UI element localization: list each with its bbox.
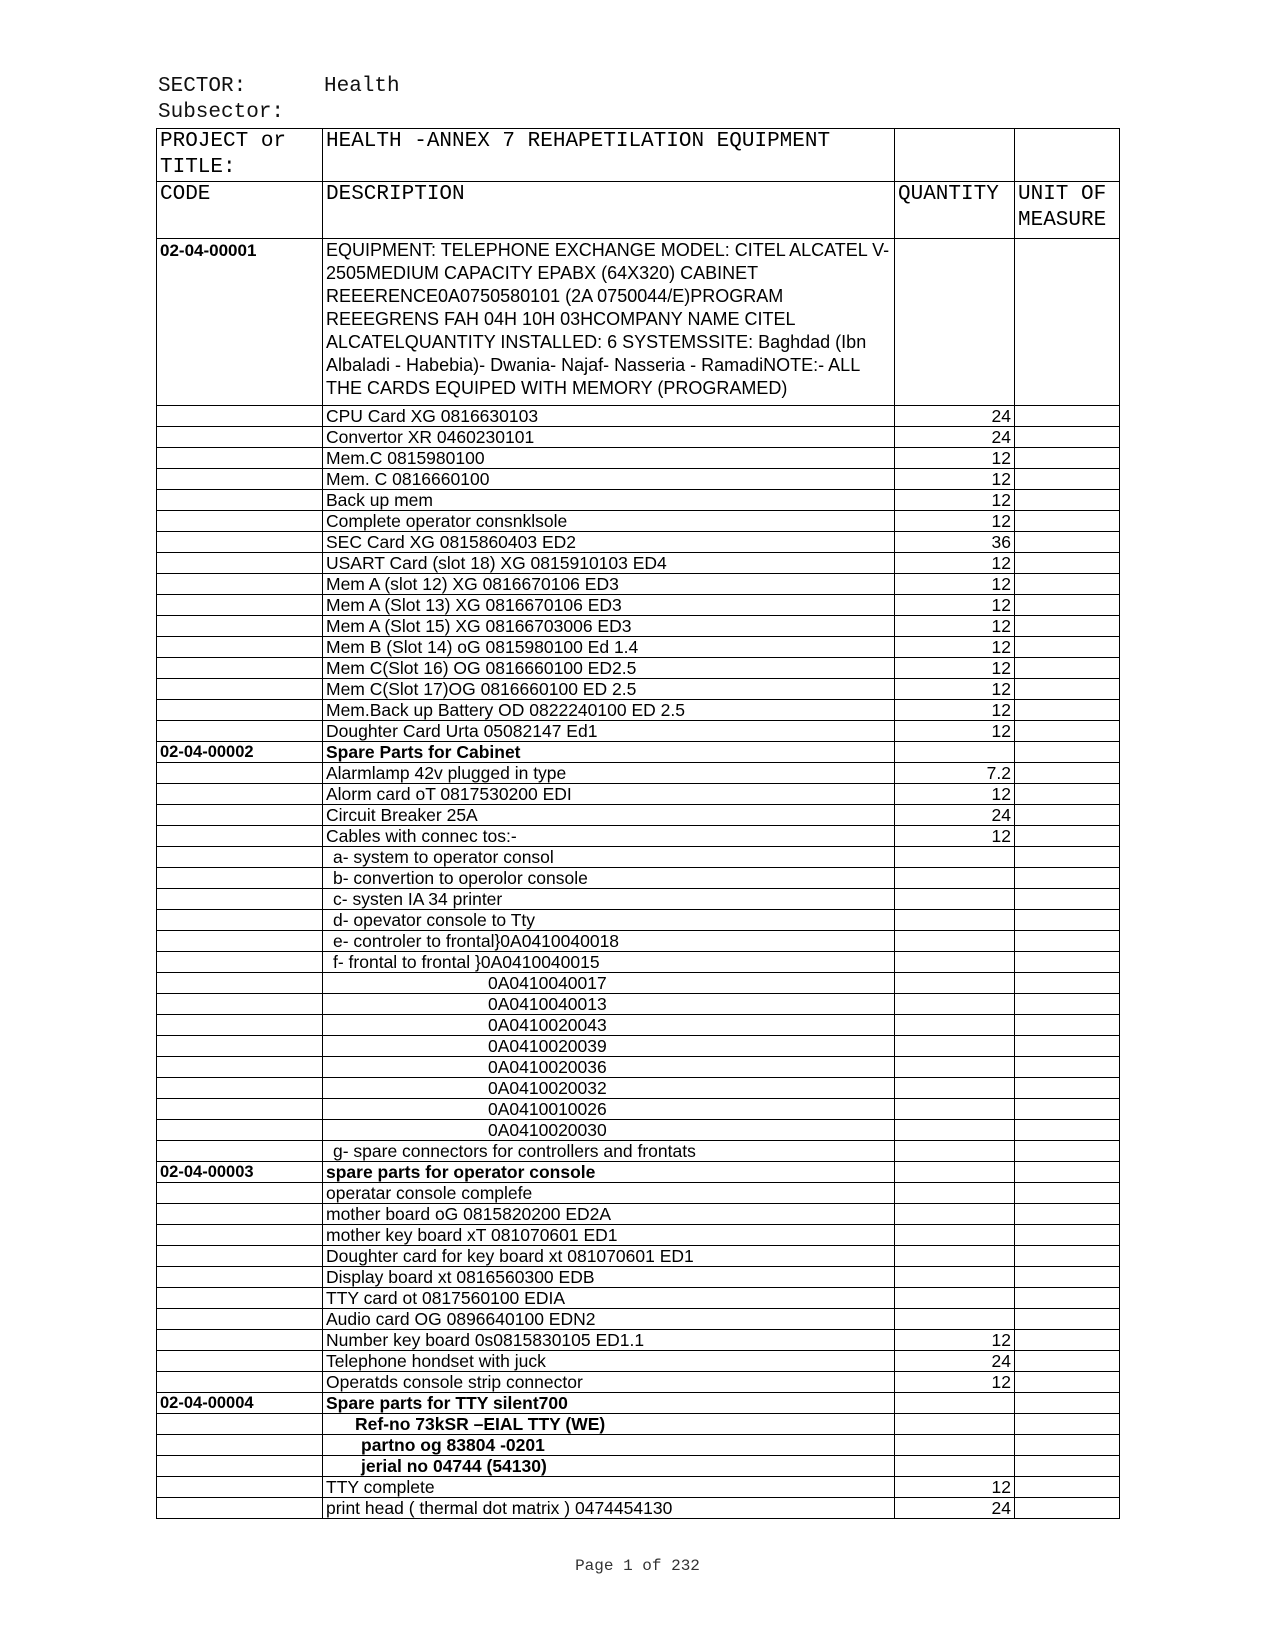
- description-cell: Mem A (Slot 15) XG 08166703006 ED3: [323, 616, 895, 637]
- project-qty-cell: [895, 129, 1015, 182]
- code-cell: [157, 994, 323, 1015]
- quantity-cell: 12: [895, 1477, 1015, 1498]
- quantity-cell: [895, 1204, 1015, 1225]
- table-row: [157, 1351, 1120, 1372]
- quantity-cell: [895, 1057, 1015, 1078]
- unit-cell: [1015, 1351, 1120, 1372]
- unit-cell: [1015, 448, 1120, 469]
- quantity-cell: 12: [895, 511, 1015, 532]
- quantity-cell: 12: [895, 616, 1015, 637]
- table-row: [157, 868, 1120, 889]
- description-cell: Mem A (slot 12) XG 0816670106 ED3: [323, 574, 895, 595]
- quantity-cell: [895, 868, 1015, 889]
- unit-cell: [1015, 805, 1120, 826]
- unit-cell: [1015, 973, 1120, 994]
- unit-cell: [1015, 1246, 1120, 1267]
- unit-cell: [1015, 931, 1120, 952]
- description-cell: Mem. C 0816660100: [323, 469, 895, 490]
- table-row: [157, 1435, 1120, 1456]
- table-row: [157, 427, 1120, 448]
- description-cell: SEC Card XG 0815860403 ED2: [323, 532, 895, 553]
- quantity-cell: [895, 1393, 1015, 1414]
- quantity-cell: 12: [895, 721, 1015, 742]
- code-cell: [157, 427, 323, 448]
- description-cell: partno og 83804 -0201: [323, 1435, 895, 1456]
- unit-cell: [1015, 1477, 1120, 1498]
- unit-cell: [1015, 910, 1120, 931]
- project-unit-cell: [1015, 129, 1120, 182]
- quantity-cell: [895, 1309, 1015, 1330]
- table-row: [157, 763, 1120, 784]
- unit-cell: [1015, 679, 1120, 700]
- description-cell: Spare parts for TTY silent700: [323, 1393, 895, 1414]
- description-cell: Display board xt 0816560300 EDB: [323, 1267, 895, 1288]
- description-cell: print head ( thermal dot matrix ) 0474454130: [323, 1498, 895, 1519]
- quantity-cell: 24: [895, 805, 1015, 826]
- project-row: [157, 129, 1120, 182]
- table-row: [157, 658, 1120, 679]
- code-cell: [157, 931, 323, 952]
- table-row: [157, 1477, 1120, 1498]
- quantity-cell: 12: [895, 1372, 1015, 1393]
- equipment-table: [156, 128, 1120, 1519]
- table-row: [157, 1057, 1120, 1078]
- table-row: [157, 448, 1120, 469]
- description-cell: Audio card OG 0896640100 EDN2: [323, 1309, 895, 1330]
- quantity-cell: [895, 1456, 1015, 1477]
- unit-cell: [1015, 1456, 1120, 1477]
- description-cell: Alorm card oT 0817530200 EDI: [323, 784, 895, 805]
- unit-cell: [1015, 658, 1120, 679]
- unit-cell: [1015, 1057, 1120, 1078]
- code-cell: [157, 553, 323, 574]
- unit-cell: [1015, 595, 1120, 616]
- quantity-cell: 24: [895, 1498, 1015, 1519]
- table-row: [157, 490, 1120, 511]
- table-row: [157, 1183, 1120, 1204]
- table-row: [157, 931, 1120, 952]
- description-cell: Circuit Breaker 25A: [323, 805, 895, 826]
- table-row: [157, 1288, 1120, 1309]
- unit-cell: [1015, 1267, 1120, 1288]
- quantity-cell: [895, 952, 1015, 973]
- unit-cell: [1015, 1225, 1120, 1246]
- quantity-cell: [895, 742, 1015, 763]
- table-row: [157, 1204, 1120, 1225]
- code-cell: [157, 1015, 323, 1036]
- unit-cell: [1015, 847, 1120, 868]
- code-cell: [157, 868, 323, 889]
- description-cell: TTY card ot 0817560100 EDIA: [323, 1288, 895, 1309]
- quantity-cell: [895, 910, 1015, 931]
- code-cell: [157, 658, 323, 679]
- code-cell: [157, 595, 323, 616]
- page-number: Page 1 of 232: [575, 1557, 700, 1575]
- table-row: [157, 553, 1120, 574]
- description-cell: 0A0410020030: [323, 1120, 895, 1141]
- table-row: [157, 1078, 1120, 1099]
- description-cell: Spare Parts for Cabinet: [323, 742, 895, 763]
- unit-cell: [1015, 1183, 1120, 1204]
- description-cell: 0A0410020043: [323, 1015, 895, 1036]
- code-cell: [157, 448, 323, 469]
- table-row: [157, 1267, 1120, 1288]
- quantity-cell: 12: [895, 1330, 1015, 1351]
- code-cell: [157, 826, 323, 847]
- unit-cell: [1015, 637, 1120, 658]
- code-cell: [157, 1288, 323, 1309]
- unit-cell: [1015, 1372, 1120, 1393]
- quantity-cell: 12: [895, 658, 1015, 679]
- equipment-intro-row: [157, 239, 1120, 406]
- subsector-row: [158, 100, 400, 126]
- code-cell: [157, 1120, 323, 1141]
- table-row: [157, 1330, 1120, 1351]
- table-row: [157, 1120, 1120, 1141]
- description-cell: Mem B (Slot 14) oG 0815980100 Ed 1.4: [323, 637, 895, 658]
- project-label: PROJECT or TITLE:: [157, 129, 323, 182]
- sector-row: [158, 74, 400, 100]
- unit-cell: [1015, 1120, 1120, 1141]
- table-row: [157, 973, 1120, 994]
- unit-cell: [1015, 532, 1120, 553]
- unit-cell: [1015, 553, 1120, 574]
- code-cell: [157, 679, 323, 700]
- code-cell: [157, 1477, 323, 1498]
- code-cell: [157, 1036, 323, 1057]
- description-cell: 0A0410040017: [323, 973, 895, 994]
- code-cell: 02-04-00003: [157, 1162, 323, 1183]
- unit-cell: [1015, 574, 1120, 595]
- table-row: [157, 910, 1120, 931]
- unit-cell: [1015, 490, 1120, 511]
- description-cell: spare parts for operator console: [323, 1162, 895, 1183]
- code-cell: [157, 1078, 323, 1099]
- quantity-cell: [895, 1099, 1015, 1120]
- description-cell: 0A0410020036: [323, 1057, 895, 1078]
- description-cell: mother board oG 0815820200 ED2A: [323, 1204, 895, 1225]
- unit-cell: [1015, 952, 1120, 973]
- unit-cell: [1015, 427, 1120, 448]
- sector-label: SECTOR:: [158, 75, 247, 98]
- code-cell: [157, 1225, 323, 1246]
- description-cell: Mem.Back up Battery OD 0822240100 ED 2.5: [323, 700, 895, 721]
- table-row: [157, 952, 1120, 973]
- quantity-cell: [895, 1120, 1015, 1141]
- quantity-cell: 12: [895, 784, 1015, 805]
- intro-qty-cell: [895, 239, 1015, 406]
- table-row: [157, 469, 1120, 490]
- unit-cell: [1015, 1498, 1120, 1519]
- table-row: [157, 826, 1120, 847]
- table-row: [157, 637, 1120, 658]
- quantity-cell: [895, 931, 1015, 952]
- description-cell: Mem C(Slot 17)OG 0816660100 ED 2.5: [323, 679, 895, 700]
- unit-cell: [1015, 1036, 1120, 1057]
- quantity-cell: 12: [895, 679, 1015, 700]
- code-cell: [157, 721, 323, 742]
- quantity-cell: 24: [895, 406, 1015, 427]
- quantity-cell: [895, 1267, 1015, 1288]
- quantity-cell: 12: [895, 637, 1015, 658]
- table-row: [157, 616, 1120, 637]
- description-cell: Telephone hondset with juck: [323, 1351, 895, 1372]
- quantity-cell: 12: [895, 700, 1015, 721]
- code-cell: [157, 1414, 323, 1435]
- quantity-cell: [895, 994, 1015, 1015]
- description-cell: USART Card (slot 18) XG 0815910103 ED4: [323, 553, 895, 574]
- description-cell: Mem A (Slot 13) XG 0816670106 ED3: [323, 595, 895, 616]
- quantity-cell: 12: [895, 595, 1015, 616]
- description-cell: b- convertion to operolor console: [323, 868, 895, 889]
- unit-cell: [1015, 1309, 1120, 1330]
- code-cell: [157, 469, 323, 490]
- code-cell: [157, 406, 323, 427]
- table-row: [157, 1393, 1120, 1414]
- code-cell: [157, 532, 323, 553]
- table-row: [157, 1246, 1120, 1267]
- description-cell: Doughter Card Urta 05082147 Ed1: [323, 721, 895, 742]
- code-cell: [157, 973, 323, 994]
- sector-block: [158, 74, 400, 126]
- code-cell: [157, 490, 323, 511]
- unit-cell: [1015, 1141, 1120, 1162]
- sector-value: Health: [324, 75, 400, 98]
- table-row: [157, 1414, 1120, 1435]
- table-row: [157, 742, 1120, 763]
- unit-cell: [1015, 1015, 1120, 1036]
- description-cell: operatar console complefe: [323, 1183, 895, 1204]
- description-cell: Number key board 0s0815830105 ED1.1: [323, 1330, 895, 1351]
- quantity-cell: 12: [895, 448, 1015, 469]
- table-row: [157, 595, 1120, 616]
- subsector-label: Subsector:: [158, 101, 285, 124]
- code-cell: [157, 1099, 323, 1120]
- column-header-row: [157, 182, 1120, 239]
- unit-cell: [1015, 700, 1120, 721]
- description-cell: Mem.C 0815980100: [323, 448, 895, 469]
- table-row: [157, 1036, 1120, 1057]
- quantity-cell: [895, 1162, 1015, 1183]
- code-header: CODE: [157, 182, 323, 239]
- code-cell: [157, 1267, 323, 1288]
- quantity-cell: [895, 1288, 1015, 1309]
- quantity-cell: [895, 1435, 1015, 1456]
- description-cell: c- systen IA 34 printer: [323, 889, 895, 910]
- code-cell: [157, 805, 323, 826]
- code-cell: [157, 1057, 323, 1078]
- description-cell: Ref-no 73kSR –EIAL TTY (WE): [323, 1414, 895, 1435]
- description-cell: 0A0410020032: [323, 1078, 895, 1099]
- table-row: [157, 721, 1120, 742]
- code-cell: 02-04-00002: [157, 742, 323, 763]
- code-cell: [157, 1204, 323, 1225]
- code-cell: [157, 1309, 323, 1330]
- quantity-cell: [895, 1414, 1015, 1435]
- table-row: [157, 1309, 1120, 1330]
- description-cell: e- controler to frontal}0A0410040018: [323, 931, 895, 952]
- description-cell: TTY complete: [323, 1477, 895, 1498]
- description-cell: Doughter card for key board xt 081070601 ED1: [323, 1246, 895, 1267]
- unit-cell: [1015, 1099, 1120, 1120]
- code-cell: [157, 784, 323, 805]
- description-header: DESCRIPTION: [323, 182, 895, 239]
- description-cell: f- frontal to frontal }0A0410040015: [323, 952, 895, 973]
- unit-cell: [1015, 1162, 1120, 1183]
- table-row: [157, 805, 1120, 826]
- table-row: [157, 700, 1120, 721]
- table-row: [157, 511, 1120, 532]
- unit-cell: [1015, 763, 1120, 784]
- quantity-cell: 12: [895, 826, 1015, 847]
- code-cell: [157, 637, 323, 658]
- code-cell: [157, 1246, 323, 1267]
- code-cell: 02-04-00004: [157, 1393, 323, 1414]
- quantity-cell: 12: [895, 490, 1015, 511]
- description-cell: Cables with connec tos:-: [323, 826, 895, 847]
- code-cell: [157, 1351, 323, 1372]
- intro-code: 02-04-00001: [157, 239, 323, 406]
- description-cell: 0A0410020039: [323, 1036, 895, 1057]
- code-cell: [157, 847, 323, 868]
- code-cell: [157, 1372, 323, 1393]
- unit-cell: [1015, 994, 1120, 1015]
- quantity-cell: 12: [895, 553, 1015, 574]
- unit-cell: [1015, 1330, 1120, 1351]
- unit-cell: [1015, 511, 1120, 532]
- table-row: [157, 847, 1120, 868]
- quantity-cell: [895, 1015, 1015, 1036]
- quantity-cell: [895, 1225, 1015, 1246]
- unit-cell: [1015, 1288, 1120, 1309]
- table-row: [157, 532, 1120, 553]
- description-cell: g- spare connectors for controllers and frontats: [323, 1141, 895, 1162]
- quantity-cell: 12: [895, 469, 1015, 490]
- unit-cell: [1015, 469, 1120, 490]
- quantity-cell: [895, 1036, 1015, 1057]
- unit-cell: [1015, 1078, 1120, 1099]
- code-cell: [157, 700, 323, 721]
- code-cell: [157, 1456, 323, 1477]
- code-cell: [157, 1498, 323, 1519]
- quantity-cell: [895, 1246, 1015, 1267]
- quantity-cell: [895, 889, 1015, 910]
- table-row: [157, 1372, 1120, 1393]
- description-cell: Operatds console strip connector: [323, 1372, 895, 1393]
- description-cell: Mem C(Slot 16) OG 0816660100 ED2.5: [323, 658, 895, 679]
- unit-cell: [1015, 1204, 1120, 1225]
- quantity-cell: [895, 847, 1015, 868]
- table-row: [157, 679, 1120, 700]
- code-cell: [157, 910, 323, 931]
- table-row: [157, 1162, 1120, 1183]
- table-row: [157, 994, 1120, 1015]
- description-cell: Back up mem: [323, 490, 895, 511]
- description-cell: CPU Card XG 0816630103: [323, 406, 895, 427]
- description-cell: jerial no 04744 (54130): [323, 1456, 895, 1477]
- description-cell: d- opevator console to Tty: [323, 910, 895, 931]
- project-title: HEALTH -ANNEX 7 REHAPETILATION EQUIPMENT: [323, 129, 895, 182]
- quantity-cell: 7.2: [895, 763, 1015, 784]
- table-row: [157, 1456, 1120, 1477]
- quantity-cell: 12: [895, 574, 1015, 595]
- code-cell: [157, 1330, 323, 1351]
- unit-cell: [1015, 1393, 1120, 1414]
- table-row: [157, 1099, 1120, 1120]
- unit-cell: [1015, 1435, 1120, 1456]
- description-cell: a- system to operator consol: [323, 847, 895, 868]
- intro-description: EQUIPMENT: TELEPHONE EXCHANGE MODEL: CITEL ALCATEL V-2505MEDIUM CAPACITY EPABX (64X320) CABINET REEERENCE0A0750580101 (2A 0750044/E)PROGRAM REEEGRENS FAH 04H 10H 03HCOMPANY NAME CITEL ALCATELQUANTITY INSTALLED: 6 SYSTEMSSITE: Baghdad (Ibn Albaladi - Habebia)- Dwania- Najaf- Nasseria - RamadiNOTE:- ALL THE CARDS EQUIPED WITH MEMORY (PROGRAMED): [323, 239, 895, 406]
- unit-cell: [1015, 868, 1120, 889]
- code-cell: [157, 952, 323, 973]
- unit-cell: [1015, 826, 1120, 847]
- unit-cell: [1015, 889, 1120, 910]
- quantity-header: QUANTITY: [895, 182, 1015, 239]
- code-cell: [157, 1141, 323, 1162]
- code-cell: [157, 889, 323, 910]
- code-cell: [157, 763, 323, 784]
- quantity-cell: [895, 1183, 1015, 1204]
- table-row: [157, 889, 1120, 910]
- table-row: [157, 1225, 1120, 1246]
- unit-cell: [1015, 784, 1120, 805]
- unit-cell: [1015, 742, 1120, 763]
- quantity-cell: [895, 1078, 1015, 1099]
- unit-cell: [1015, 616, 1120, 637]
- table-row: [157, 1141, 1120, 1162]
- unit-cell: [1015, 721, 1120, 742]
- quantity-cell: 24: [895, 427, 1015, 448]
- description-cell: 0A0410010026: [323, 1099, 895, 1120]
- description-cell: mother key board xT 081070601 ED1: [323, 1225, 895, 1246]
- code-cell: [157, 511, 323, 532]
- code-cell: [157, 1435, 323, 1456]
- code-cell: [157, 616, 323, 637]
- intro-unit-cell: [1015, 239, 1120, 406]
- table-row: [157, 1498, 1120, 1519]
- unit-cell: [1015, 1414, 1120, 1435]
- quantity-cell: 36: [895, 532, 1015, 553]
- code-cell: [157, 574, 323, 595]
- description-cell: Alarmlamp 42v plugged in type: [323, 763, 895, 784]
- unit-header: UNIT OF MEASURE: [1015, 182, 1120, 239]
- description-cell: Convertor XR 0460230101: [323, 427, 895, 448]
- quantity-cell: [895, 973, 1015, 994]
- code-cell: [157, 1183, 323, 1204]
- table-row: [157, 574, 1120, 595]
- table-row: [157, 406, 1120, 427]
- quantity-cell: 24: [895, 1351, 1015, 1372]
- quantity-cell: [895, 1141, 1015, 1162]
- description-cell: 0A0410040013: [323, 994, 895, 1015]
- table-row: [157, 1015, 1120, 1036]
- unit-cell: [1015, 406, 1120, 427]
- description-cell: Complete operator consnklsole: [323, 511, 895, 532]
- table-row: [157, 784, 1120, 805]
